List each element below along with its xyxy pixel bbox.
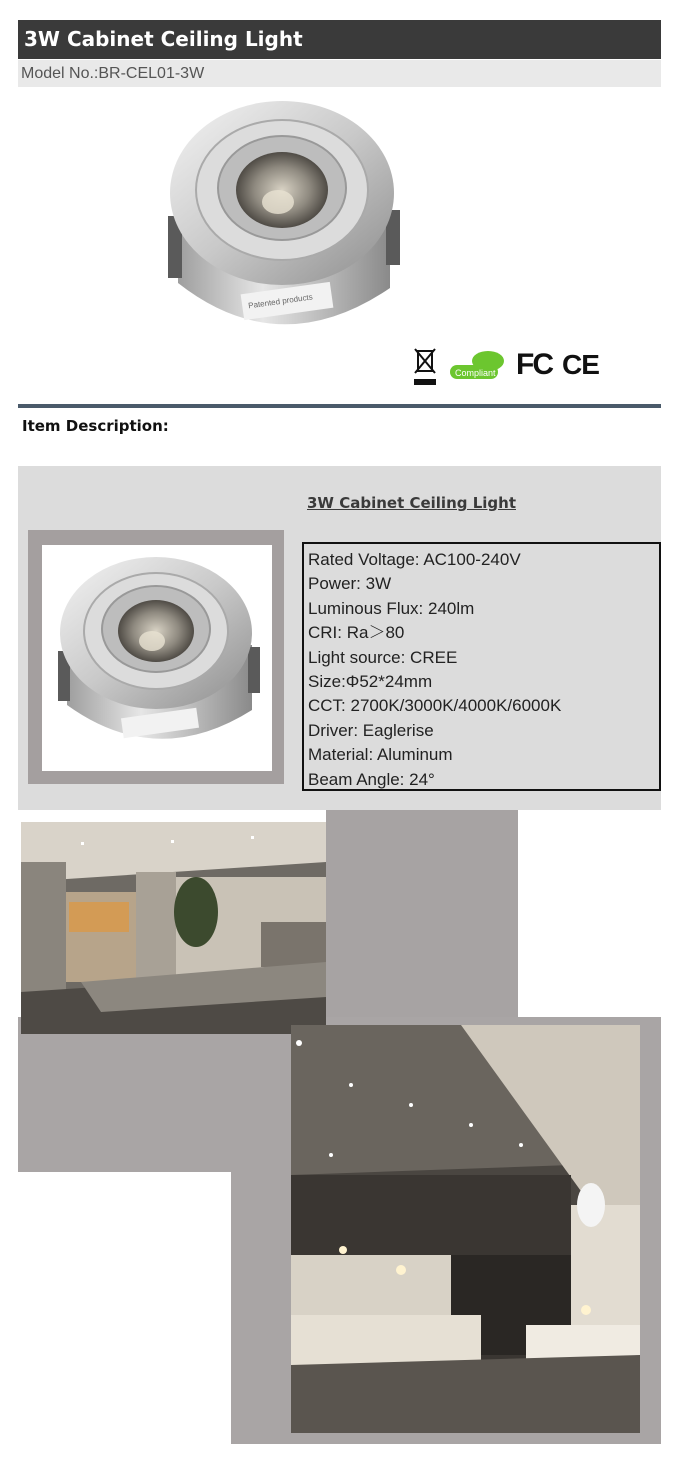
spec-rated-voltage: Rated Voltage: AC100-240V xyxy=(308,550,521,569)
photo-backdrop-middle xyxy=(326,810,518,1025)
weee-bin-icon xyxy=(412,343,438,387)
svg-text:Patented products: Patented products xyxy=(247,292,314,311)
ce-logo: CE xyxy=(562,349,599,380)
application-photo-store xyxy=(291,1025,640,1433)
spec-driver: Driver: Eaglerise xyxy=(308,720,434,740)
rohs-leaf-icon xyxy=(448,347,506,383)
spec-cct: CCT: 2700K/3000K/4000K/6000K xyxy=(308,696,562,716)
photo-backdrop-cutout xyxy=(18,1172,231,1469)
spec-beam-angle: Beam Angle: 24° xyxy=(308,769,435,789)
fc-logo: FC xyxy=(516,348,552,381)
spec-material: Material: Aluminum xyxy=(308,745,453,765)
spec-light-source: Light source: CREE xyxy=(308,647,458,667)
spec-cri: CRI: Ra＞80 xyxy=(308,623,405,643)
rohs-label: Compliant xyxy=(455,368,496,378)
certification-logos xyxy=(412,340,612,390)
product-title: 3W Cabinet Ceiling Light xyxy=(18,20,661,59)
spec-luminous-flux: Luminous Flux: 240lm xyxy=(308,598,475,618)
model-number: Model No.:BR-CEL01-3W xyxy=(18,60,661,87)
section-divider xyxy=(18,404,661,408)
spec-power: Power: 3W xyxy=(308,574,392,594)
product-photo-thumbnail xyxy=(52,555,262,760)
product-photo-main xyxy=(160,98,405,348)
spec-list xyxy=(302,542,661,791)
item-description-heading: Item Description: xyxy=(22,417,169,435)
spec-title: 3W Cabinet Ceiling Light xyxy=(307,494,516,512)
application-photo-lobby xyxy=(21,822,326,1034)
spec-size: Size:Φ52*24mm xyxy=(308,672,433,692)
